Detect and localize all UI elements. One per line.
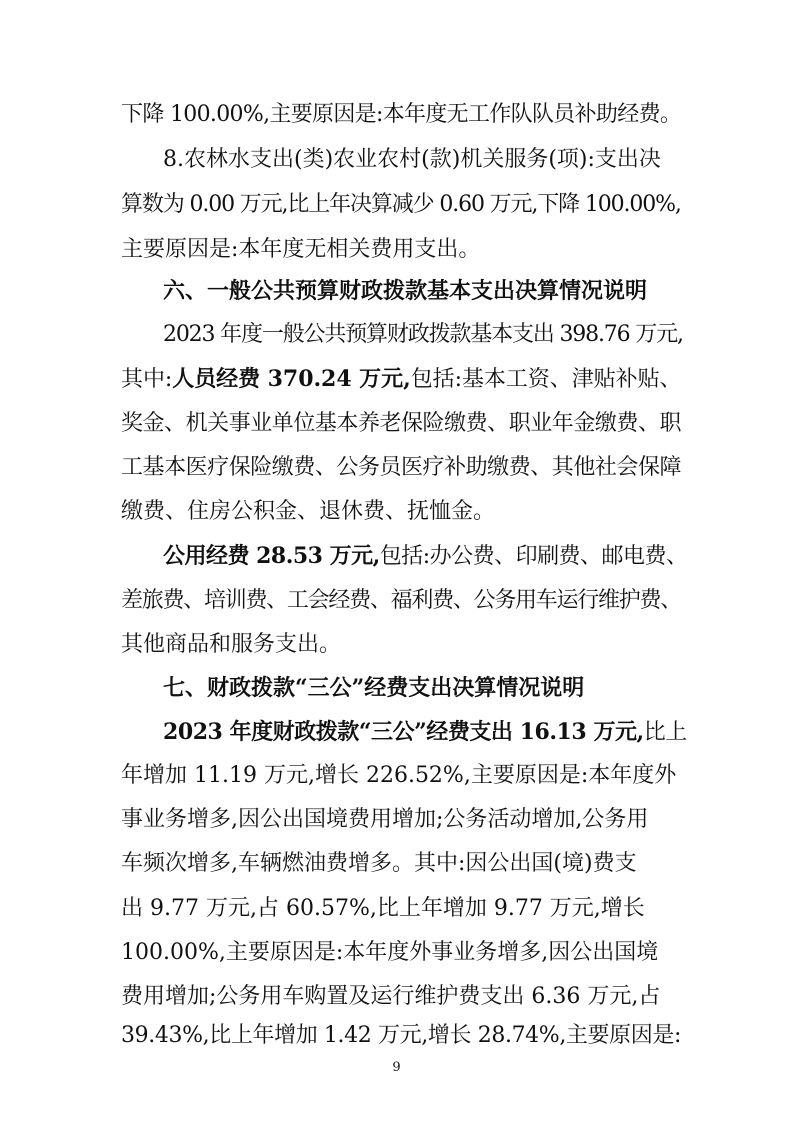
text-line-18: 车频次增多,车辆燃油费增多。其中:因公出国(境)费支	[121, 851, 637, 876]
text-line-13: 其他商品和服务支出。	[121, 632, 342, 657]
text-line-17: 事业务增多,因公出国境费用增加;公务活动增加,公务用	[121, 807, 649, 832]
text-line-6: 2023 年度一般公共预算财政拨款基本支出 398.76 万元,	[163, 322, 683, 347]
section-heading-6: 六、一般公共预算财政拨款基本支出决算情况说明	[163, 278, 648, 304]
text-line-20: 100.00%,主要原因是:本年度外事业务增多,因公出国境	[121, 940, 659, 965]
text-line-4: 主要原因是:本年度无相关费用支出。	[121, 237, 481, 262]
text-line-9: 工基本医疗保险缴费、公务员医疗补助缴费、其他社会保障	[121, 455, 682, 480]
bold-phrase-personnel: 人员经费 370.24 万元,	[172, 366, 411, 392]
text-line-15	[163, 717, 687, 748]
bold-phrase-three-public: 2023 年度财政拨款“三公”经费支出 16.13 万元,	[163, 719, 644, 745]
text-line-11	[163, 541, 688, 572]
section-heading-7: 七、财政拨款“三公”经费支出决算情况说明	[163, 675, 585, 701]
text-segment: 包括:基本工资、津贴补贴、	[410, 367, 682, 392]
text-line-8: 奖金、机关事业单位基本养老保险缴费、职业年金缴费、职	[121, 411, 682, 436]
text-segment: 包括:办公费、印刷费、邮电费、	[379, 544, 688, 569]
text-line-7	[121, 364, 681, 395]
bold-phrase-public: 公用经费 28.53 万元,	[163, 543, 380, 569]
text-line-21: 费用增加;公务用车购置及运行维护费支出 6.36 万元,占	[121, 984, 661, 1009]
text-line-2: 8.农林水支出(类)农业农村(款)机关服务(项):支出决	[163, 147, 661, 172]
text-segment: 比上	[643, 720, 687, 745]
text-line-12: 差旅费、培训费、工会经费、福利费、公务用车运行维护费、	[121, 588, 681, 613]
text-line-16: 年增加 11.19 万元,增长 226.52%,主要原因是:本年度外	[121, 763, 677, 788]
text-line-3: 算数为 0.00 万元,比上年决算减少 0.60 万元,下降 100.00%,	[121, 192, 681, 217]
page-number: 9	[392, 1060, 401, 1075]
text-segment: 其中:	[121, 367, 173, 392]
text-line-1: 下降 100.00%,主要原因是:本年度无工作队队员补助经费。	[121, 102, 682, 127]
text-line-19: 出 9.77 万元,占 60.57%,比上年增加 9.77 万元,增长	[121, 896, 645, 921]
text-line-10: 缴费、住房公积金、退休费、抚恤金。	[121, 499, 496, 524]
text-line-22: 39.43%,比上年增加 1.42 万元,增长 28.74%,主要原因是:	[121, 1023, 682, 1048]
